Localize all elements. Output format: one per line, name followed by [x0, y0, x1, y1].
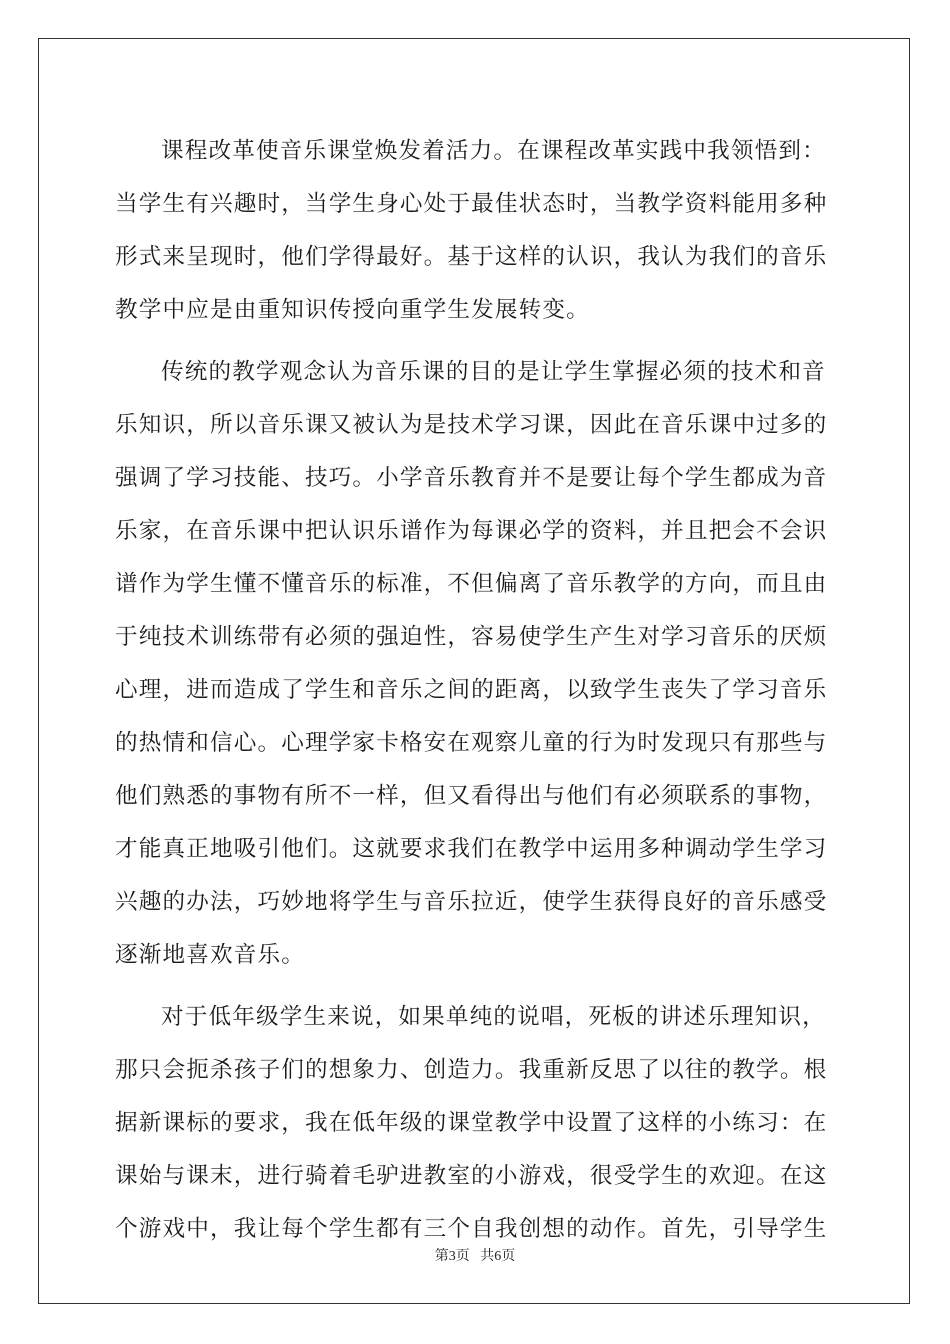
- text-line: 教学中应是由重知识传授向重学生发展转变。: [115, 297, 590, 323]
- text-line: 乐知识，所以音乐课又被认为是技术学习课，因此在音乐课中过多的: [115, 412, 828, 438]
- page-number: 第3页: [434, 1249, 470, 1264]
- text-line: 乐家，在音乐课中把认识乐谱作为每课必学的资料，并且把会不会识: [115, 518, 828, 544]
- text-line: 传统的教学观念认为音乐课的目的是让学生掌握必须的技术和音: [161, 359, 826, 385]
- text-line: 强调了学习技能、技巧。小学音乐教育并不是要让每个学生都成为音: [115, 465, 828, 491]
- text-line: 对于低年级学生来说，如果单纯的说唱，死板的讲述乐理知识，: [161, 1004, 826, 1030]
- page-total: 共6页: [480, 1249, 516, 1264]
- text-line: 于纯技术训练带有必须的强迫性，容易使学生产生对学习音乐的厌烦: [115, 624, 828, 650]
- text-line: 他们熟悉的事物有所不一样，但又看得出与他们有必须联系的事物，: [115, 783, 828, 809]
- text-line: 课程改革使音乐课堂焕发着活力。在课程改革实践中我领悟到：: [161, 138, 826, 164]
- text-line: 课始与课末，进行骑着毛驴进教室的小游戏，很受学生的欢迎。在这: [115, 1163, 828, 1189]
- page-footer: [0, 1245, 950, 1265]
- text-line: 据新课标的要求，我在低年级的课堂教学中设置了这样的小练习：在: [115, 1110, 828, 1136]
- text-line: 兴趣的办法，巧妙地将学生与音乐拉近，使学生获得良好的音乐感受: [115, 889, 828, 915]
- paragraph-2: [115, 346, 833, 982]
- text-line: 那只会扼杀孩子们的想象力、创造力。我重新反思了以往的教学。根: [115, 1057, 828, 1083]
- text-line: 谱作为学生懂不懂音乐的标准，不但偏离了音乐教学的方向，而且由: [115, 571, 828, 597]
- text-line: 心理，进而造成了学生和音乐之间的距离，以致学生丧失了学习音乐: [115, 677, 828, 703]
- text-line: 形式来呈现时，他们学得最好。基于这样的认识，我认为我们的音乐: [115, 244, 828, 270]
- text-line: 才能真正地吸引他们。这就要求我们在教学中运用多种调动学生学习: [115, 836, 828, 862]
- paragraph-1: [115, 125, 833, 337]
- text-line: 逐渐地喜欢音乐。: [115, 942, 305, 968]
- paragraph-3: [115, 991, 833, 1256]
- document-body: [115, 125, 833, 1265]
- text-line: 当学生有兴趣时，当学生身心处于最佳状态时，当教学资料能用多种: [115, 191, 828, 217]
- text-line: 个游戏中，我让每个学生都有三个自我创想的动作。首先，引导学生: [115, 1216, 828, 1242]
- text-line: 的热情和信心。心理学家卡格安在观察儿童的行为时发现只有那些与: [115, 730, 828, 756]
